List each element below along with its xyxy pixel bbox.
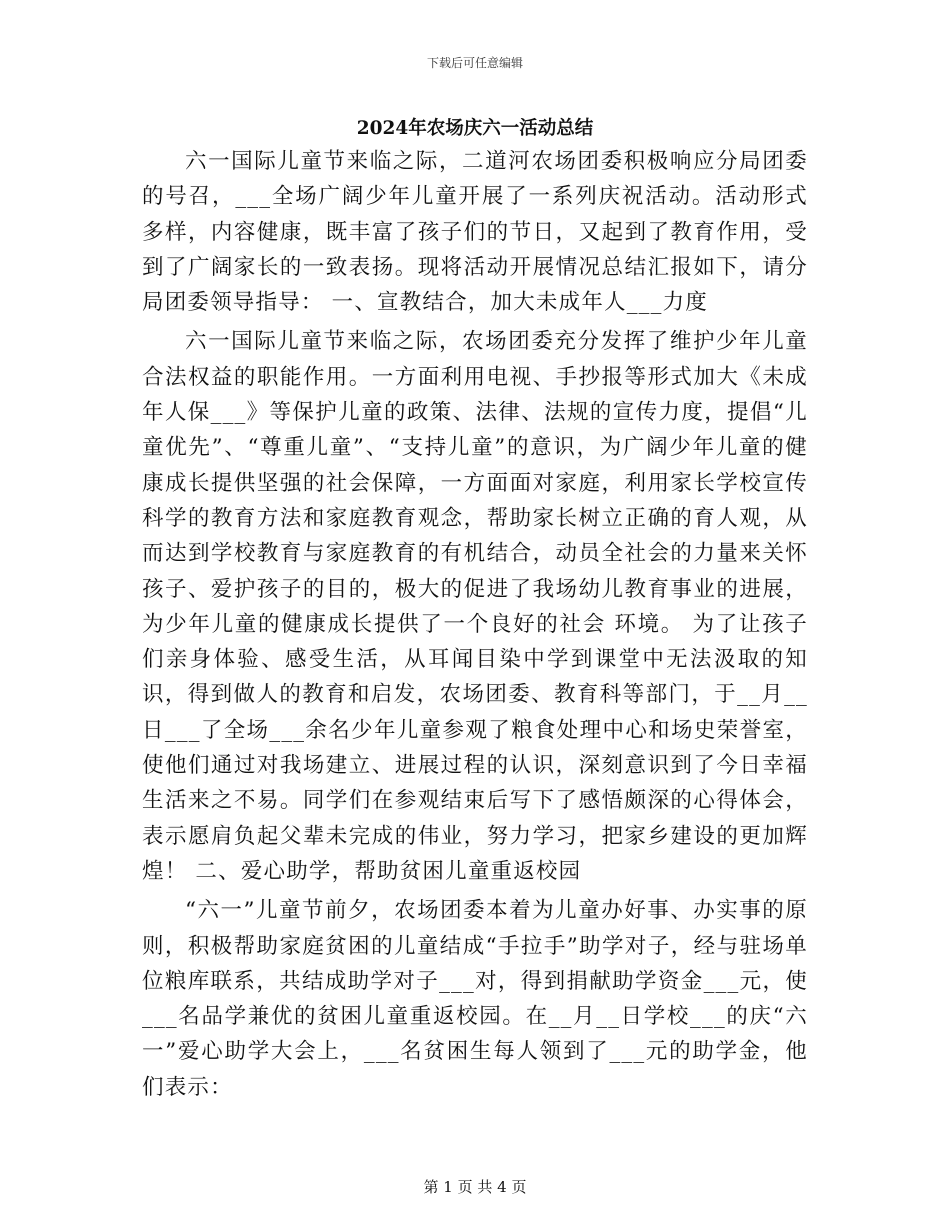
header-note: 下载后可任意编辑 bbox=[426, 56, 523, 70]
document-title: 2024年农场庆六一活动总结 bbox=[356, 118, 594, 139]
paragraph: 六一国际儿童节来临之际，农场团委充分发挥了维护少年儿童合法权益的职能作用。一方面利用电视、手抄报等形式加大《未成年人保___》等保护儿童的政策、法律、法规的宣传力度，提倡“儿童优先”、“尊重儿童”、“支持儿童”的意识，为广阔少年儿童的健康成长提供坚强的社会保障，一方面面对家庭，利用家长学校宣传科学的教育方法和家庭教育观念，帮助家长树立正确的育人观，从而达到学校教育与家庭教育的有机结合，动员全社会的力量来关怀孩子、爱护孩子的目的，极大的促进了我场幼儿教育事业的进展，为少年儿童的健康成长提供了一个良好的社会 环境。 为了让孩子们亲身体验、感受生活，从耳闻目染中学到课堂中无法汲取的知识，得到做人的教育和启发，农场团委、教育科等部门，于__月__日___了全场___余名少年儿童参观了粮食处理中心和场史荣誉室，使他们通过对我场建立、进展过程的认识，深刻意识到了今日幸福生活来之不易。同学们在参观结束后写下了感悟颇深的心得体会，表示愿肩负起父辈未完成的伟业，努力学习，把家乡建设的更加辉煌！ 二、爱心助学，帮助贫困儿童重返校园 bbox=[142, 329, 808, 884]
page-number: 第 1 页 共 4 页 bbox=[423, 1178, 527, 1196]
paragraph: “六一”儿童节前夕，农场团委本着为儿童办好事、办实事的原则，积极帮助家庭贫困的儿童结成“手拉手”助学对子，经与驻场单位粮库联系，共结成助学对子___对，得到捐献助学资金___元，使___名品学兼优的贫困儿童重返校园。在__月__日学校___的庆“六一”爱心助学大会上，___名贫困生每人领到了___元的助学金，他们表示： bbox=[142, 898, 808, 1100]
document-body bbox=[142, 144, 808, 1109]
paragraph: 六一国际儿童节来临之际，二道河农场团委积极响应分局团委的号召，___全场广阔少年儿童开展了一系列庆祝活动。活动形式多样，内容健康，既丰富了孩子们的节日，又起到了教育作用，受到了广阔家长的一致表扬。现将活动开展情况总结汇报如下，请分局团委领导指导： 一、宣教结合，加大未成年人___力度 bbox=[142, 149, 808, 316]
